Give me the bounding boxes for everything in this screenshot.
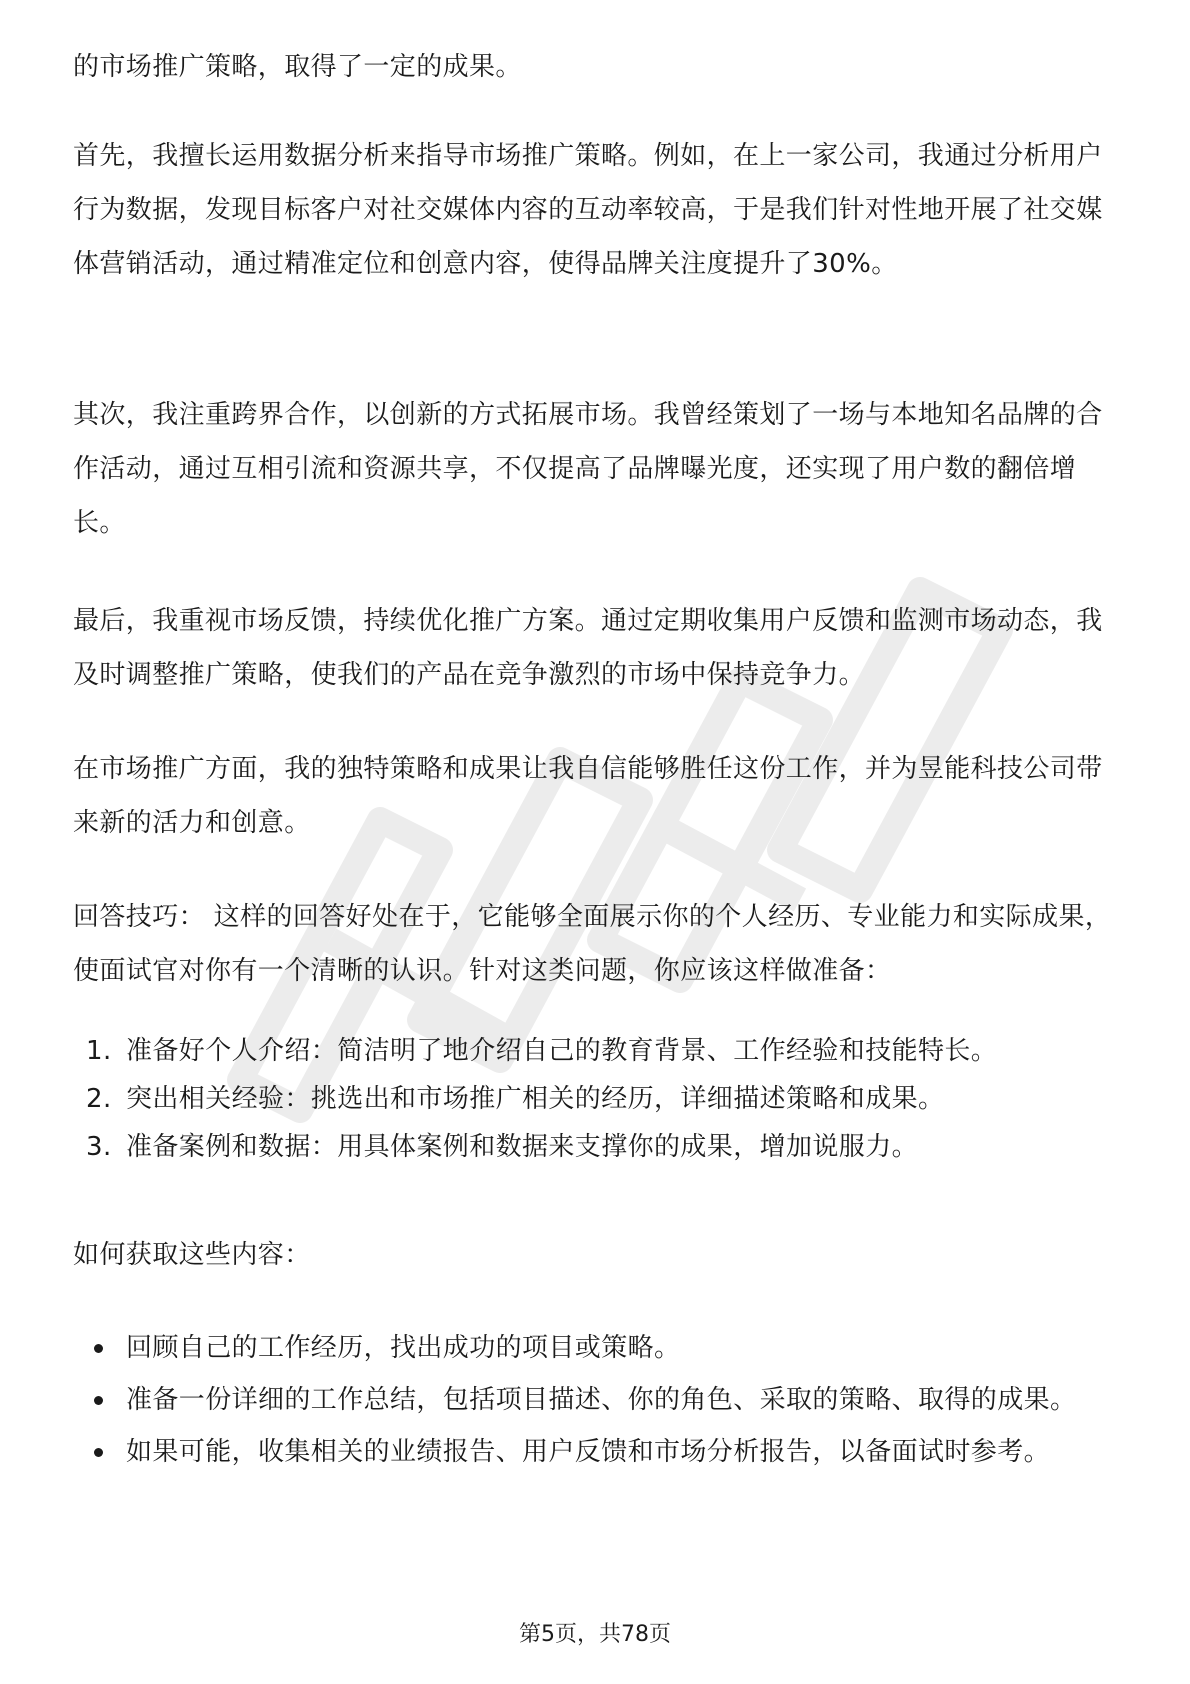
- list-item-text: 回顾自己的工作经历，找出成功的项目或策略。: [126, 1333, 681, 1363]
- list-item-text: 准备一份详细的工作总结，包括项目描述、你的角色、采取的策略、取得的成果。: [126, 1385, 1077, 1415]
- list-item-text: 如果可能，收集相关的业绩报告、用户反馈和市场分析报告，以备面试时参考。: [126, 1437, 1051, 1467]
- paragraph-cross-cooperation: 其次，我注重跨界合作，以创新的方式拓展市场。我曾经策划了一场与本地知名品牌的合作活动，通过互相引流和资源共享，不仅提高了品牌曝光度，还实现了用户数的翻倍增长。: [73, 400, 1103, 538]
- list-item-text: 突出相关经验：挑选出和市场推广相关的经历，详细描述策略和成果。: [126, 1084, 945, 1114]
- list-item: [0, 1322, 1116, 1374]
- list-item: [0, 1426, 1116, 1478]
- list-item: [0, 1075, 1190, 1123]
- paragraph-data-analysis: 首先，我擅长运用数据分析来指导市场推广策略。例如，在上一家公司，我通过分析用户行为数据，发现目标客户对社交媒体内容的互动率较高，于是我们针对性地开展了社交媒体营销活动，通过精准定位和创意内容，使得品牌关注度提升了30%。: [73, 141, 1103, 279]
- list-item-text: 准备案例和数据：用具体案例和数据来支撑你的成果，增加说服力。: [126, 1132, 919, 1162]
- list-item: [0, 1027, 1190, 1075]
- list-number: 1.: [86, 1036, 112, 1066]
- list-item: [0, 1123, 1190, 1171]
- list-item-text: 准备好个人介绍：简洁明了地介绍自己的教育背景、工作经验和技能特长。: [126, 1036, 998, 1066]
- bullet-icon: [94, 1448, 103, 1457]
- paragraph-how-to-obtain: 如何获取这些内容：: [73, 1240, 311, 1270]
- page-footer: [0, 1620, 1190, 1650]
- bullet-icon: [94, 1344, 103, 1353]
- paragraph-conclusion: 在市场推广方面，我的独特策略和成果让我自信能够胜任这份工作，并为昱能科技公司带来新的活力和创意。: [73, 754, 1103, 838]
- list-number: 2.: [86, 1084, 112, 1114]
- paragraph-answer-tips: 回答技巧： 这样的回答好处在于，它能够全面展示你的个人经历、专业能力和实际成果，使面试官对你有一个清晰的认识。针对这类问题，你应该这样做准备：: [73, 902, 1112, 986]
- paragraph-market-feedback: 最后，我重视市场反馈，持续优化推广方案。通过定期收集用户反馈和监测市场动态，我及时调整推广策略，使我们的产品在竞争激烈的市场中保持竞争力。: [73, 606, 1103, 690]
- page-number: 第5页，共78页: [519, 1622, 671, 1647]
- preparation-steps-list: [0, 1027, 1190, 1171]
- bullet-icon: [94, 1396, 103, 1405]
- list-item: [0, 1374, 1116, 1426]
- paragraph-intro-tail: 的市场推广策略，取得了一定的成果。: [73, 52, 522, 82]
- obtain-content-list: [0, 1322, 1190, 1478]
- list-number: 3.: [86, 1132, 112, 1162]
